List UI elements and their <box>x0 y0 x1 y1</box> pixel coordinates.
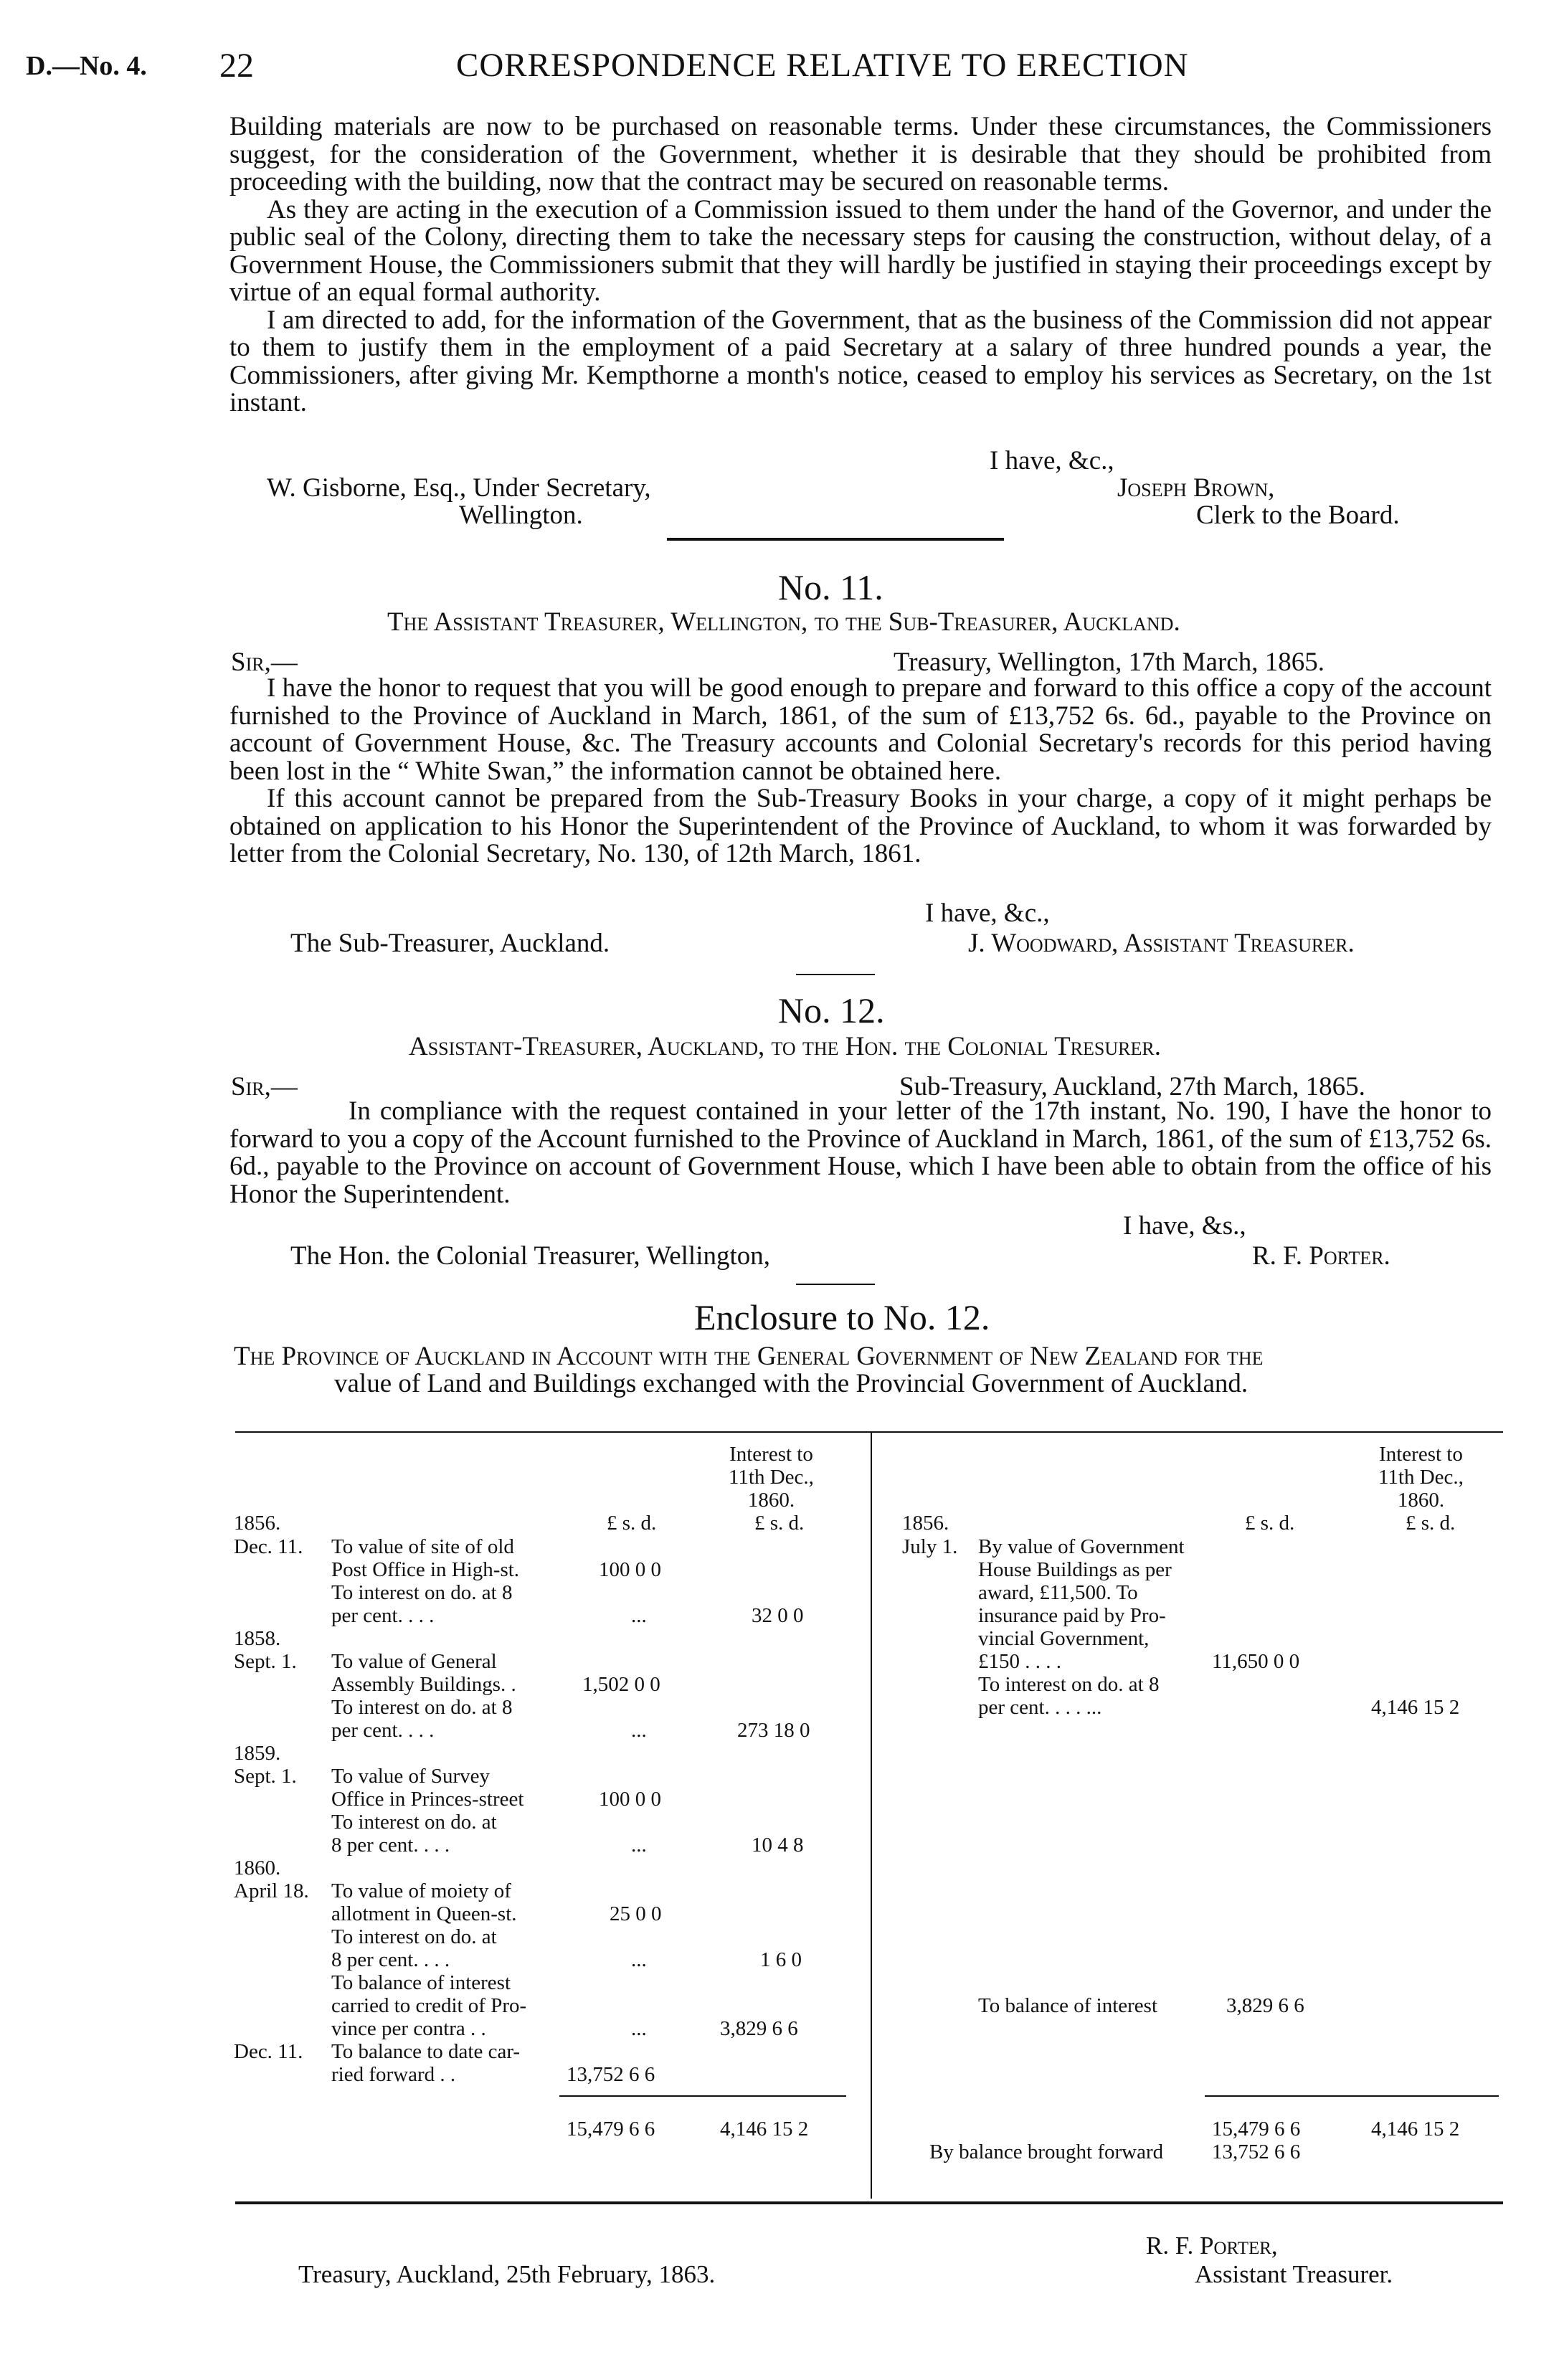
left-total-rule <box>559 2095 846 2097</box>
intro-signatory: Joseph Brown, <box>1117 473 1275 503</box>
right-total-amount: 15,479 6 6 <box>1212 2118 1301 2140</box>
left-entry-amount: ... <box>631 1948 647 1971</box>
letter-11-salutation: Sir,— <box>231 648 298 677</box>
left-entry-interest: 1 6 0 <box>760 1948 802 1971</box>
letter-12-signatory: R. F. Porter. <box>1252 1241 1390 1271</box>
enclosure-signatory-title: Assistant Treasurer. <box>1195 2260 1393 2288</box>
short-divider <box>796 974 875 975</box>
left-entry-line: To value of General <box>331 1650 497 1673</box>
left-entry-date: April 18. <box>234 1879 309 1902</box>
left-entry-amount: 25 0 0 <box>610 1902 662 1925</box>
left-entry-line: per cent. . . . <box>331 1604 435 1627</box>
left-entry-line: 8 per cent. . . . <box>331 1834 450 1857</box>
right-interest-money-header: £ s. d. <box>1406 1512 1456 1535</box>
intro-paragraph-3: I am directed to add, for the information of the Government, that as the business of the Commission did not appear to them to justify them in the employment of a paid Secretary at a salary of three hundred pounds a year, the Commissioners, after giving Mr. Kempthorne a month's notice, ceased to employ his services as Secretary, on the 1st instant. <box>229 305 1492 417</box>
left-interest-money-header: £ s. d. <box>754 1512 805 1535</box>
letter-11-body <box>229 675 1492 868</box>
left-total-amount: 15,479 6 6 <box>567 2118 655 2140</box>
intro-signatory-title: Clerk to the Board. <box>1196 501 1400 530</box>
right-date: July 1. <box>902 1535 958 1558</box>
right-brought-amount: 13,752 6 6 <box>1212 2140 1301 2163</box>
letter-11-paragraph-1: I have the honor to request that you will be good enough to prepare and forward to this office a copy of the account furnished to the Province of Auckland in March, 1861, of the sum of £13,752 6s. 6d., payable to the Province on account of Government House, &c. The Treasury accounts and Colonial Secretary's records for this period having been lost in the “ White Swan,” the information cannot be obtained here. <box>229 673 1492 786</box>
right-line: insurance paid by Pro- <box>978 1604 1166 1627</box>
letter-12-heading: No. 12. <box>778 990 885 1030</box>
left-entry-interest: 3,829 6 6 <box>720 2017 798 2040</box>
left-entry-interest: 32 0 0 <box>752 1604 804 1627</box>
letter-12-closing: I have, &s., <box>1123 1211 1246 1241</box>
left-entry-interest: 10 4 8 <box>752 1834 804 1857</box>
left-entry-line: per cent. . . . <box>331 1719 435 1742</box>
left-entry-line: Assembly Buildings. . <box>331 1673 516 1696</box>
letter-12-paragraph: In compliance with the request contained in your letter of the 17th instant, No. 190, I have the honor to forward to you a copy of the Account furnished to the Province of Auckland in March, 1861, of the sum of £13,752 6s. 6d., payable to the Province on account of Government House, which I have been able to obtain from the office of his Honor the Superintendent. <box>229 1096 1492 1209</box>
left-entry-year: 1859. <box>234 1742 281 1765</box>
letter-12-subheading: Assistant-Treasurer, Auckland, to the Hon. the Colonial Tresurer. <box>409 1032 1161 1061</box>
left-year: 1856. <box>234 1512 281 1535</box>
table-bottom-rule <box>235 2201 1503 2204</box>
left-entry-line: To interest on do. at <box>331 1811 497 1834</box>
intro-paragraph-2: As they are acting in the execution of a Commission issued to them under the hand of the Governor, and under the public seal of the Colony, directing them to take the necessary steps for causing the construction, without delay, of a Government House, the Commissioners submit that they will hardly be justified in staying their proceedings except by virtue of an equal formal authority. <box>229 194 1492 307</box>
left-entry-year: 1860. <box>234 1857 281 1879</box>
right-interest: 4,146 15 2 <box>1371 1696 1460 1719</box>
letter-11-place-date: Treasury, Wellington, 17th March, 1865. <box>894 648 1325 677</box>
enclosure-place-date: Treasury, Auckland, 25th February, 1863. <box>298 2260 716 2288</box>
letter-12-salutation: Sir,— <box>231 1072 298 1101</box>
left-entry-amount: 100 0 0 <box>599 1558 661 1581</box>
left-entry-amount: ... <box>631 2017 647 2040</box>
document-number: D.—No. 4. <box>26 51 147 81</box>
left-entry-line: Office in Princes-street <box>331 1788 524 1811</box>
left-entry-amount: 100 0 0 <box>599 1788 661 1811</box>
left-money-header: £ s. d. <box>607 1512 657 1535</box>
letter-11-paragraph-2: If this account cannot be prepared from the Sub-Treasury Books in your charge, a copy of it might perhaps be obtained on application to his Honor the Superintendent of the Province of Auckland, to whom it was forwarded by letter from the Colonial Secretary, No. 130, of 12th March, 1861. <box>229 784 1492 868</box>
right-interest-header: Interest to 11th Dec., 1860. <box>1378 1443 1464 1512</box>
right-line: £150 . . . . <box>978 1650 1061 1673</box>
right-year: 1856. <box>902 1512 949 1535</box>
left-entry-line: To value of Survey <box>331 1765 491 1788</box>
left-entry-line: Post Office in High-st. <box>331 1558 520 1581</box>
right-interest-line: per cent. . . . ... <box>978 1696 1102 1719</box>
left-entry-line: allotment in Queen-st. <box>331 1902 517 1925</box>
right-interest-line: To interest on do. at 8 <box>978 1673 1160 1696</box>
letter-11-heading: No. 11. <box>778 567 883 607</box>
enclosure-description-line-2: value of Land and Buildings exchanged with the Provincial Government of Auckland. <box>334 1369 1248 1398</box>
page-header <box>26 47 1530 93</box>
page-number: 22 <box>219 47 254 85</box>
left-entry-amount: ... <box>631 1604 647 1627</box>
letter-12-addressee: The Hon. the Colonial Treasurer, Wellington, <box>290 1241 770 1271</box>
right-line: House Buildings as per <box>978 1558 1172 1581</box>
running-title: CORRESPONDENCE RELATIVE TO ERECTION <box>456 47 1189 84</box>
right-balance-label: To balance of interest <box>978 1994 1157 2017</box>
left-entry-line: To value of site of old <box>331 1535 514 1558</box>
enclosure-heading: Enclosure to No. 12. <box>694 1297 990 1337</box>
intro-addressee-line-1: W. Gisborne, Esq., Under Secretary, <box>267 473 651 503</box>
letter-11-closing: I have, &c., <box>925 899 1050 928</box>
intro-paragraph-1: Building materials are now to be purchased on reasonable terms. Under these circumstances, the Commissioners suggest, for the consideration of the Government, whether it is desirable that they should be prohibited from proceeding with the building, now that the contract may be secured on reasonable terms. <box>229 112 1492 196</box>
letter-11-signatory: J. Woodward, Assistant Treasurer. <box>968 929 1355 958</box>
section-divider <box>667 538 1004 541</box>
table-center-divider <box>871 1431 872 2199</box>
left-entry-date: Dec. 11. <box>234 2040 303 2063</box>
left-entry-amount: 1,502 0 0 <box>582 1673 660 1696</box>
right-balance-amount: 3,829 6 6 <box>1226 1994 1304 2017</box>
left-entry-date: Sept. 1. <box>234 1650 297 1673</box>
left-entry-line: To interest on do. at 8 <box>331 1696 513 1719</box>
left-entry-year: 1858. <box>234 1627 281 1650</box>
left-entry-interest: 273 18 0 <box>737 1719 810 1742</box>
enclosure-signatory: R. F. Porter, <box>1146 2232 1278 2260</box>
left-entry-line: ried forward . . <box>331 2063 456 2086</box>
letter-12-place-date: Sub-Treasury, Auckland, 27th March, 1865. <box>899 1072 1365 1101</box>
right-line: award, £11,500. To <box>978 1581 1138 1604</box>
left-total-interest: 4,146 15 2 <box>720 2118 809 2140</box>
left-entry-line: To balance of interest <box>331 1971 511 1994</box>
right-total-interest: 4,146 15 2 <box>1371 2118 1460 2140</box>
left-entry-line: To balance to date car- <box>331 2040 521 2063</box>
right-money-header: £ s. d. <box>1245 1512 1295 1535</box>
left-entry-amount: ... <box>631 1719 647 1742</box>
left-entry-line: vince per contra . . <box>331 2017 486 2040</box>
left-entry-date: Dec. 11. <box>234 1535 303 1558</box>
right-line: vincial Government, <box>978 1627 1150 1650</box>
intro-addressee-line-2: Wellington. <box>459 501 583 530</box>
left-entry-line: To value of moiety of <box>331 1879 511 1902</box>
left-entry-line: To interest on do. at 8 <box>331 1581 513 1604</box>
left-entry-line: carried to credit of Pro- <box>331 1994 527 2017</box>
right-amount: 11,650 0 0 <box>1212 1650 1300 1673</box>
letter-11-subheading: The Assistant Treasurer, Wellington, to the Sub-Treasurer, Auckland. <box>387 607 1180 637</box>
left-interest-header: Interest to 11th Dec., 1860. <box>729 1443 814 1512</box>
left-entry-amount: 13,752 6 6 <box>567 2063 655 2086</box>
table-top-rule <box>235 1431 1503 1433</box>
left-entry-amount: ... <box>631 1834 647 1857</box>
left-entry-date: Sept. 1. <box>234 1765 297 1788</box>
short-divider-2 <box>796 1284 875 1285</box>
letter-11-addressee: The Sub-Treasurer, Auckland. <box>290 929 610 958</box>
left-entry-line: 8 per cent. . . . <box>331 1948 450 1971</box>
intro-closing: I have, &c., <box>990 446 1114 475</box>
right-line: By value of Government <box>978 1535 1185 1558</box>
right-brought-label: By balance brought forward <box>929 2140 1164 2163</box>
letter-12-body <box>229 1098 1492 1208</box>
enclosure-description-line-1: The Province of Auckland in Account with the General Government of New Zealand for the <box>234 1342 1264 1371</box>
intro-body <box>229 113 1492 417</box>
left-entry-line: To interest on do. at <box>331 1925 497 1948</box>
right-total-rule <box>1205 2095 1499 2097</box>
